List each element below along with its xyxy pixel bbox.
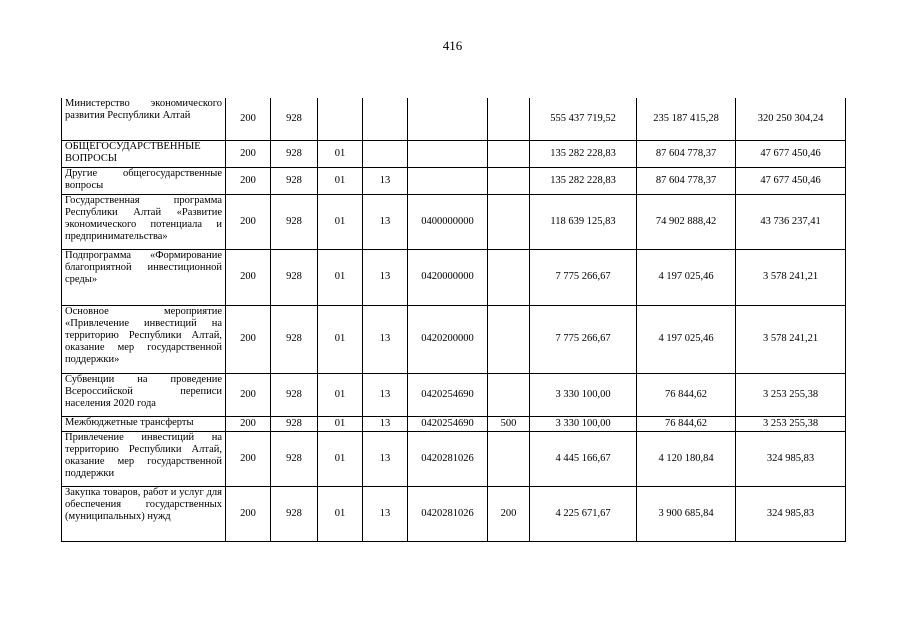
cell-sum-2: 3 900 685,84	[637, 486, 736, 541]
cell-vr	[488, 140, 530, 167]
cell-csr: 0420254690	[408, 416, 488, 431]
cell-vr	[488, 167, 530, 194]
cell-sum-2: 235 187 415,28	[637, 98, 736, 140]
cell-rz: 01	[318, 486, 363, 541]
cell-vr: 500	[488, 416, 530, 431]
cell-sum-2: 76 844,62	[637, 373, 736, 416]
cell-grbs: 200	[226, 98, 271, 140]
cell-ved: 928	[271, 486, 318, 541]
cell-ved: 928	[271, 194, 318, 249]
row-name: Закупка товаров, работ и услуг для обеспечения государственных (муниципальных) нужд	[62, 486, 226, 541]
cell-vr	[488, 373, 530, 416]
cell-pr: 13	[363, 416, 408, 431]
cell-pr: 13	[363, 194, 408, 249]
cell-sum-2: 87 604 778,37	[637, 140, 736, 167]
cell-csr: 0400000000	[408, 194, 488, 249]
cell-ved: 928	[271, 373, 318, 416]
cell-csr	[408, 98, 488, 140]
cell-rz: 01	[318, 373, 363, 416]
cell-sum-2: 4 120 180,84	[637, 431, 736, 486]
cell-pr: 13	[363, 373, 408, 416]
cell-vr	[488, 431, 530, 486]
cell-pr: 13	[363, 305, 408, 373]
row-name: Субвенции на проведение Всероссийской переписи населения 2020 года	[62, 373, 226, 416]
cell-sum-3: 320 250 304,24	[736, 98, 846, 140]
cell-sum-total: 4 445 166,67	[530, 431, 637, 486]
row-name: Государственная программа Республики Алтай «Развитие экономического потенциала и предпринимательства»	[62, 194, 226, 249]
cell-ved: 928	[271, 416, 318, 431]
table-row	[62, 416, 846, 431]
cell-sum-2: 74 902 888,42	[637, 194, 736, 249]
table-row	[62, 431, 846, 486]
cell-pr: 13	[363, 486, 408, 541]
cell-sum-3: 3 253 255,38	[736, 373, 846, 416]
cell-rz: 01	[318, 167, 363, 194]
cell-grbs: 200	[226, 249, 271, 305]
cell-sum-3: 47 677 450,46	[736, 167, 846, 194]
table-row	[62, 373, 846, 416]
row-name: Другие общегосударственные вопросы	[62, 167, 226, 194]
cell-rz: 01	[318, 249, 363, 305]
cell-sum-total: 7 775 266,67	[530, 305, 637, 373]
table-row	[62, 194, 846, 249]
cell-vr	[488, 194, 530, 249]
table-row	[62, 305, 846, 373]
cell-grbs: 200	[226, 416, 271, 431]
row-name: Межбюджетные трансферты	[62, 416, 226, 431]
cell-sum-3: 3 578 241,21	[736, 305, 846, 373]
cell-csr: 0420254690	[408, 373, 488, 416]
cell-ved: 928	[271, 167, 318, 194]
cell-sum-2: 87 604 778,37	[637, 167, 736, 194]
cell-sum-3: 3 578 241,21	[736, 249, 846, 305]
cell-grbs: 200	[226, 140, 271, 167]
cell-pr: 13	[363, 249, 408, 305]
cell-vr	[488, 249, 530, 305]
cell-vr: 200	[488, 486, 530, 541]
page-number: 416	[442, 38, 463, 53]
row-name: Привлечение инвестиций на территорию Республики Алтай, оказание мер государственной поддержки	[62, 431, 226, 486]
cell-pr	[363, 98, 408, 140]
cell-rz: 01	[318, 140, 363, 167]
cell-rz	[318, 98, 363, 140]
table-row	[62, 140, 846, 167]
cell-grbs: 200	[226, 373, 271, 416]
budget-table	[61, 98, 846, 542]
cell-sum-total: 4 225 671,67	[530, 486, 637, 541]
cell-grbs: 200	[226, 167, 271, 194]
table-row	[62, 486, 846, 541]
cell-ved: 928	[271, 140, 318, 167]
cell-ved: 928	[271, 305, 318, 373]
cell-sum-2: 4 197 025,46	[637, 249, 736, 305]
cell-rz: 01	[318, 431, 363, 486]
cell-csr: 0420281026	[408, 486, 488, 541]
cell-grbs: 200	[226, 431, 271, 486]
cell-vr	[488, 305, 530, 373]
cell-rz: 01	[318, 416, 363, 431]
cell-pr	[363, 140, 408, 167]
cell-sum-2: 76 844,62	[637, 416, 736, 431]
cell-sum-total: 555 437 719,52	[530, 98, 637, 140]
cell-csr: 0420200000	[408, 305, 488, 373]
cell-sum-total: 3 330 100,00	[530, 416, 637, 431]
cell-grbs: 200	[226, 305, 271, 373]
cell-sum-total: 135 282 228,83	[530, 167, 637, 194]
cell-grbs: 200	[226, 194, 271, 249]
cell-sum-total: 3 330 100,00	[530, 373, 637, 416]
cell-rz: 01	[318, 305, 363, 373]
cell-rz: 01	[318, 194, 363, 249]
cell-ved: 928	[271, 249, 318, 305]
cell-vr	[488, 98, 530, 140]
cell-csr	[408, 140, 488, 167]
cell-sum-3: 3 253 255,38	[736, 416, 846, 431]
cell-csr	[408, 167, 488, 194]
row-name: Министерство экономического развития Республики Алтай	[62, 98, 226, 140]
row-name: Основное мероприятие «Привлечение инвестиций на территорию Республики Алтай, оказание мер государственной поддержки»	[62, 305, 226, 373]
cell-sum-total: 135 282 228,83	[530, 140, 637, 167]
cell-sum-3: 47 677 450,46	[736, 140, 846, 167]
cell-sum-total: 7 775 266,67	[530, 249, 637, 305]
cell-ved: 928	[271, 98, 318, 140]
cell-csr: 0420281026	[408, 431, 488, 486]
cell-sum-3: 324 985,83	[736, 431, 846, 486]
cell-sum-3: 324 985,83	[736, 486, 846, 541]
cell-ved: 928	[271, 431, 318, 486]
table-row	[62, 98, 846, 140]
table-row	[62, 167, 846, 194]
cell-csr: 0420000000	[408, 249, 488, 305]
cell-sum-2: 4 197 025,46	[637, 305, 736, 373]
row-name: ОБЩЕГОСУДАРСТВЕННЫЕ ВОПРОСЫ	[62, 140, 226, 167]
cell-sum-3: 43 736 237,41	[736, 194, 846, 249]
cell-grbs: 200	[226, 486, 271, 541]
cell-pr: 13	[363, 431, 408, 486]
row-name: Подпрограмма «Формирование благоприятной инвестиционной среды»	[62, 249, 226, 305]
cell-sum-total: 118 639 125,83	[530, 194, 637, 249]
cell-pr: 13	[363, 167, 408, 194]
table-row	[62, 249, 846, 305]
